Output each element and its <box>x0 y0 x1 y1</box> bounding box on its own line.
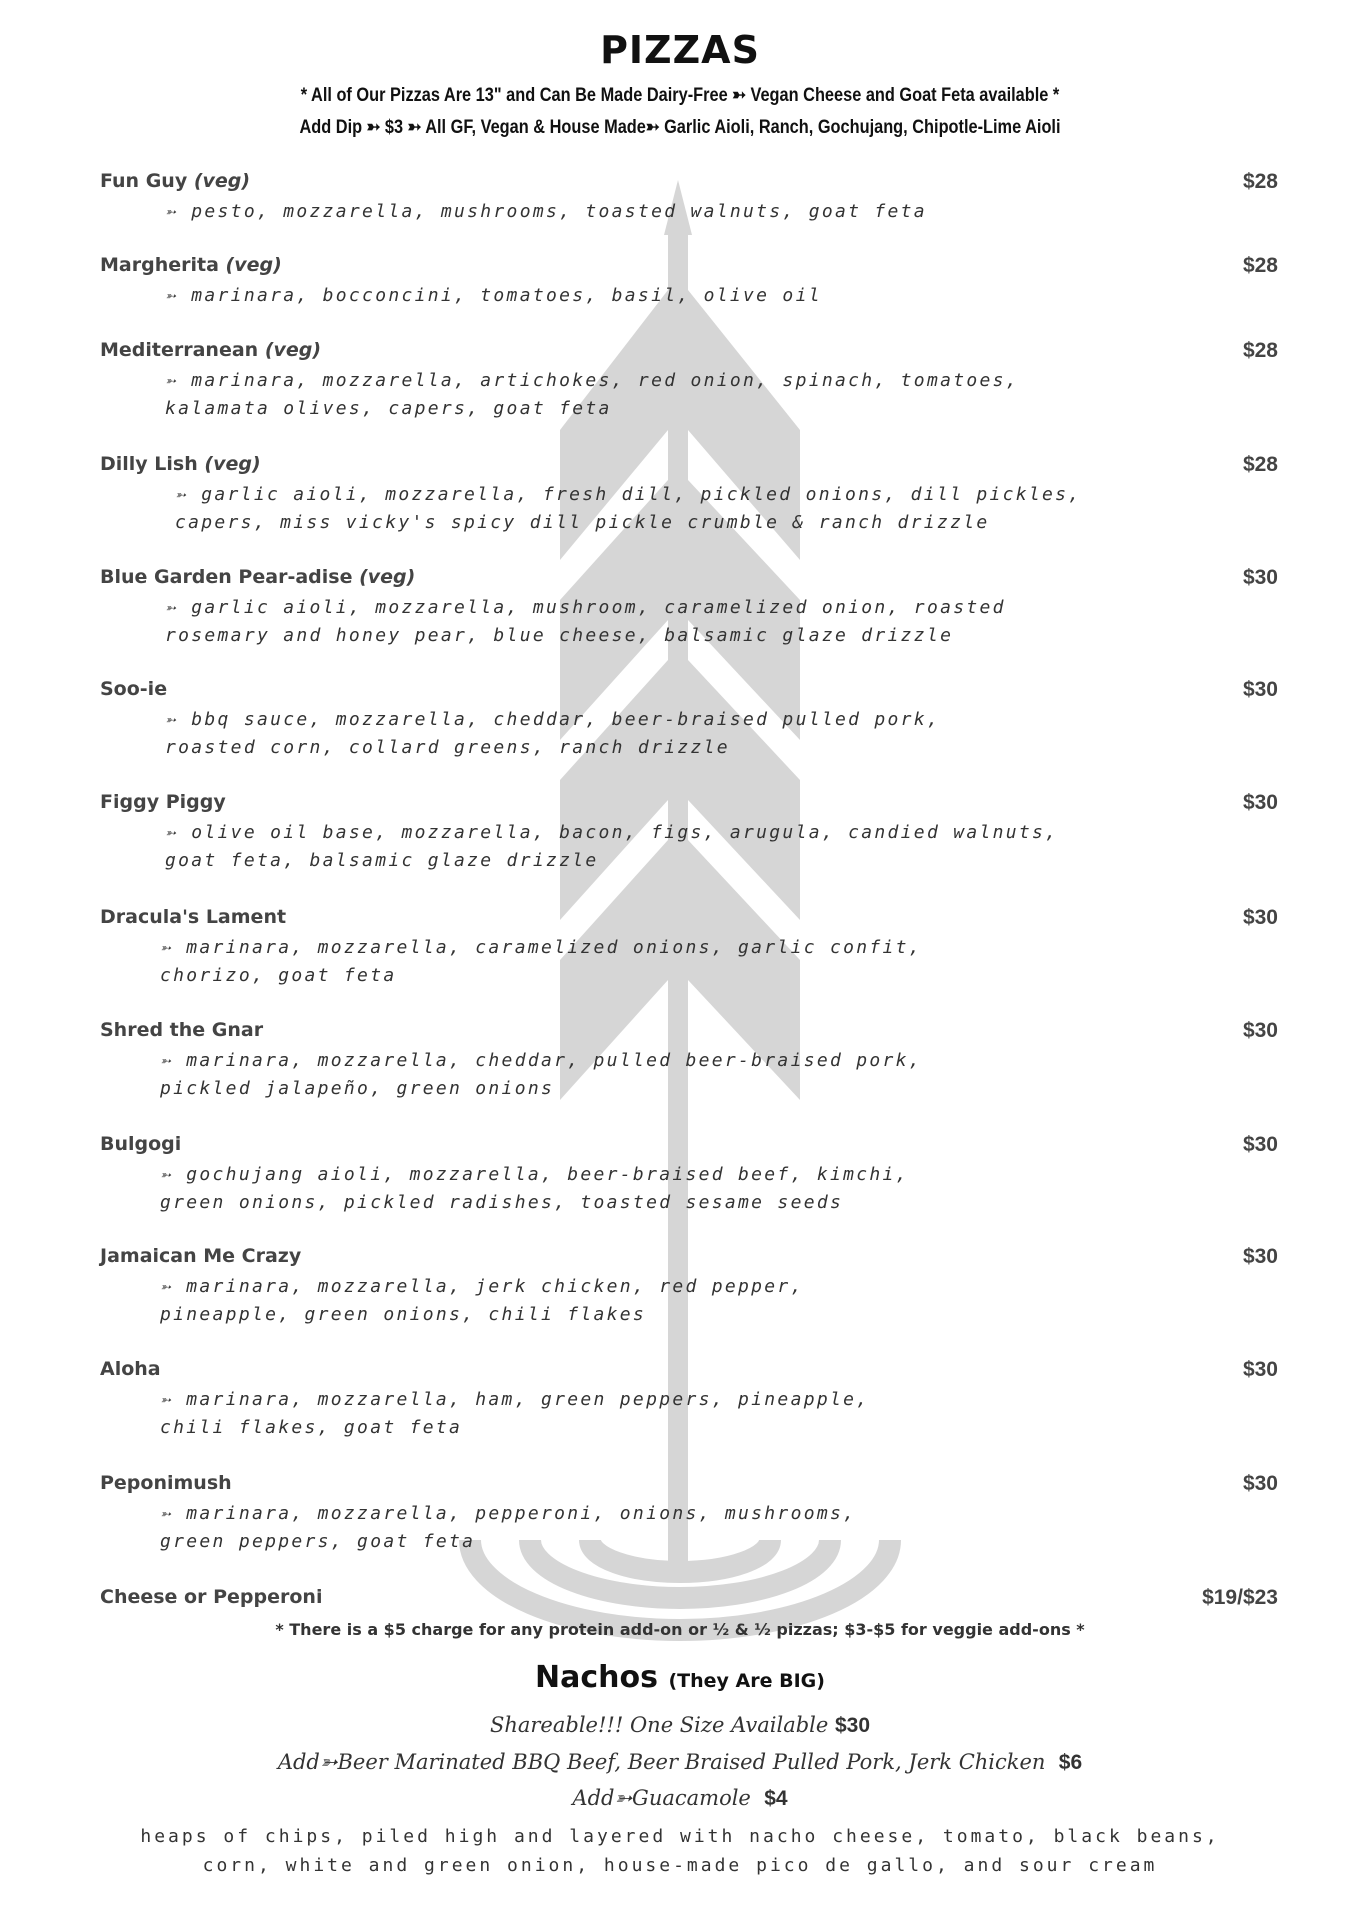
veg-tag: (veg) <box>225 254 282 276</box>
pizza-description-line: green onions, pickled radishes, toasted sesame seeds <box>160 1192 844 1213</box>
pizza-price: $30 <box>1242 906 1278 929</box>
pizza-name <box>100 1133 181 1155</box>
pizza-description-line: ➳ pesto, mozzarella, mushrooms, toasted walnuts, goat feta <box>165 201 927 222</box>
pizza-name-text: Soo-ie <box>100 678 168 700</box>
nachos-protein-addon-line <box>0 1750 1360 1775</box>
pizza-description-line: rosemary and honey pear, blue cheese, balsamic glaze drizzle <box>165 625 954 646</box>
pizza-name-text: Margherita <box>100 254 219 276</box>
pizza-name-text: Dilly Lish <box>100 453 198 475</box>
pizza-description-line: ➳ marinara, bocconcini, tomatoes, basil, olive oil <box>165 285 822 306</box>
pizza-description <box>165 198 1245 226</box>
pizza-description-line: chili flakes, goat feta <box>160 1417 463 1438</box>
veg-tag: (veg) <box>359 566 416 588</box>
nachos-title: Nachos <box>535 1660 659 1695</box>
pizza-price: $30 <box>1242 1019 1278 1042</box>
pizza-description-line: ➳ marinara, mozzarella, cheddar, pulled beer-braised pork, <box>160 1050 922 1071</box>
page-title: PIZZAS <box>600 28 760 72</box>
pizza-price: $28 <box>1242 254 1278 277</box>
pizza-name-text: Shred the Gnar <box>100 1019 264 1041</box>
veg-tag: (veg) <box>204 453 261 475</box>
pizza-description <box>160 1047 1240 1103</box>
pizza-description-line: kalamata olives, capers, goat feta <box>165 398 612 419</box>
pizza-name-text: Peponimush <box>100 1472 232 1494</box>
dip-addon-note: Add Dip ➳ $3 ➳ All GF, Vegan & House Made➳ Garlic Aioli, Ranch, Gochujang, Chipotle-Lime Aioli <box>299 117 1061 138</box>
nachos-shareable-line <box>0 1713 1360 1738</box>
pizza-price: $28 <box>1242 339 1278 362</box>
addon-charge-footnote: * There is a $5 charge for any protein add-on or ½ & ½ pizzas; $3-$5 for veggie add-ons * <box>275 1620 1085 1639</box>
pizza-name <box>100 254 282 276</box>
pizza-description <box>160 1273 1240 1329</box>
pizza-description-line: ➳ marinara, mozzarella, ham, green peppers, pineapple, <box>160 1389 870 1410</box>
pizza-price: $30 <box>1242 1472 1278 1495</box>
pizza-price: $30 <box>1242 1245 1278 1268</box>
pizza-description-line: ➳ marinara, mozzarella, artichokes, red onion, spinach, tomatoes, <box>165 370 1019 391</box>
pizza-name <box>100 1019 263 1041</box>
pizza-description-line: capers, miss vicky's spicy dill pickle crumble & ranch drizzle <box>175 512 990 533</box>
pizza-name-text: Figgy Piggy <box>100 791 226 813</box>
pizza-name <box>100 453 261 475</box>
pizza-name <box>100 1245 301 1267</box>
pizza-name <box>100 1472 232 1494</box>
veg-tag: (veg) <box>264 339 322 361</box>
pizza-description <box>165 819 1245 875</box>
pizza-price: $30 <box>1242 678 1278 701</box>
pizza-description-line: green peppers, goat feta <box>160 1531 476 1552</box>
pizza-price: $30 <box>1242 791 1278 814</box>
pizza-name-text: Blue Garden Pear-adise <box>100 566 353 588</box>
nachos-subtitle: (They Are BIG) <box>668 1670 825 1692</box>
pizza-price: $30 <box>1242 1358 1278 1381</box>
nachos-guacamole-addon-price: $4 <box>764 1787 788 1810</box>
pizza-name-text: Cheese or Pepperoni <box>100 1586 323 1608</box>
pizza-description-line: ➳ bbq sauce, mozzarella, cheddar, beer-braised pulled pork, <box>165 709 941 730</box>
pizza-description-line: chorizo, goat feta <box>160 965 397 986</box>
pizza-description-line: ➳ garlic aioli, mozzarella, mushroom, caramelized onion, roasted <box>165 597 1006 618</box>
pizza-description <box>160 934 1240 990</box>
pizza-price: $30 <box>1242 566 1278 589</box>
pizza-name <box>100 1358 161 1380</box>
pizza-name <box>100 678 167 700</box>
nachos-description-line-2: corn, white and green onion, house-made pico de gallo, and sour cream <box>202 1855 1158 1876</box>
pizza-name <box>100 791 226 813</box>
pizza-name <box>100 906 286 928</box>
pizza-name-text: Mediterranean <box>100 339 259 361</box>
pizza-size-note: * All of Our Pizzas Are 13" and Can Be Made Dairy-Free ➳ Vegan Cheese and Goat Feta available * <box>300 85 1060 106</box>
pizza-description-line: ➳ gochujang aioli, mozzarella, beer-braised beef, kimchi, <box>160 1164 909 1185</box>
pizza-description-line: goat feta, balsamic glaze drizzle <box>165 850 599 871</box>
pizza-name <box>100 1586 322 1608</box>
pizza-description-line: ➳ marinara, mozzarella, jerk chicken, red pepper, <box>160 1276 804 1297</box>
veg-tag: (veg) <box>193 170 251 192</box>
pizza-description-line: ➳ marinara, mozzarella, caramelized onions, garlic confit, <box>160 937 922 958</box>
pizza-name-text: Dracula's Lament <box>100 906 287 928</box>
pizza-description-line: ➳ olive oil base, mozzarella, bacon, figs, arugula, candied walnuts, <box>165 822 1059 843</box>
pizza-description-line: pineapple, green onions, chili flakes <box>160 1304 647 1325</box>
pizza-name-text: Aloha <box>100 1358 161 1380</box>
nachos-shareable-text: Shareable!!! One Size Available <box>489 1713 829 1737</box>
nachos-guacamole-addon-text: Add➳Guacamole <box>572 1786 751 1810</box>
pizza-name <box>100 339 321 361</box>
nachos-price: $30 <box>835 1714 871 1737</box>
pizza-description-line: pickled jalapeño, green onions <box>160 1078 555 1099</box>
pizza-name-text: Bulgogi <box>100 1133 182 1155</box>
pizza-description <box>160 1161 1240 1217</box>
nachos-guacamole-addon-line <box>0 1786 1360 1811</box>
nachos-protein-addon-price: $6 <box>1058 1751 1083 1774</box>
pizza-name-text: Jamaican Me Crazy <box>100 1245 302 1267</box>
pizza-description <box>160 1500 1240 1556</box>
pizza-price: $30 <box>1242 1133 1278 1156</box>
pizza-price: $28 <box>1242 453 1278 476</box>
pizza-description-line: roasted corn, collard greens, ranch drizzle <box>165 737 730 758</box>
pizza-description-line: ➳ garlic aioli, mozzarella, fresh dill, pickled onions, dill pickles, <box>175 484 1082 505</box>
pizza-description <box>165 706 1245 762</box>
pizza-description <box>165 594 1245 650</box>
nachos-heading <box>0 1660 1360 1695</box>
pizza-description-line: ➳ marinara, mozzarella, pepperoni, onions, mushrooms, <box>160 1503 857 1524</box>
nachos-protein-addon-text: Add➳Beer Marinated BBQ Beef, Beer Braised Pulled Pork, Jerk Chicken <box>277 1750 1046 1774</box>
pizza-price: $19/$23 <box>1202 1586 1278 1609</box>
pizza-name <box>100 170 250 192</box>
pizza-description <box>165 282 1245 310</box>
pizza-name <box>100 566 415 588</box>
pizza-name-text: Fun Guy <box>100 170 188 192</box>
pizza-description <box>160 1386 1240 1442</box>
pizza-description <box>165 367 1245 423</box>
pizza-price: $28 <box>1242 170 1278 193</box>
nachos-description-line-1: heaps of chips, piled high and layered with nacho cheese, tomato, black beans, <box>140 1826 1220 1847</box>
pizza-description <box>175 481 1255 537</box>
